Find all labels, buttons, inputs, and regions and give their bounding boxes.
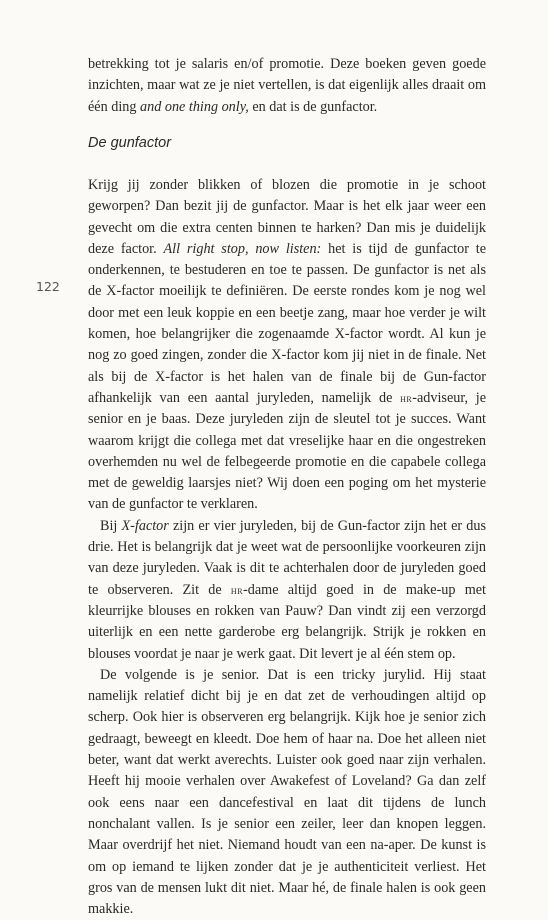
text-run: X-factor [121, 517, 169, 534]
section-body [88, 175, 486, 920]
text-run: and one thing only, [140, 98, 249, 115]
text-run: hr [400, 390, 413, 405]
text-run: zijn er vier juryleden, bij de Gun-factor zijn het er dus drie. Het is belangrijk dat je weet wat de persoonlijke voorkeuren zijn van deze juryleden. Vaak is dit te achterhalen door de juryleden goed te observeren. Zit de [88, 517, 486, 598]
paragraph-3 [88, 665, 486, 920]
page-number: 122 [36, 279, 60, 294]
text-run: -adviseur, je senior en je baas. Deze juryleden zijn de sleutel tot je succes. Want waarom krijgt die collega met dat vreselijke haar en die ongestreken overhemden nu wel de felbegeerde promotie en die capabele collega met de geweldig laarsjes niet? Wij doen een poging om het mysterie van de gunfactor te verklaren. [88, 389, 487, 513]
text-run: het is tijd de gunfactor te onderkennen, te bestuderen en toe te passen. De gunfactor is net als de X-factor moeilijk te definiëren. De eerste rondes kom je nog wel door met een leuk koppie en een beetje zang, maar hoe verder je wilt komen, hoe belangrijker die zogenaamde X-factor wordt. Al kun je nog zo goed zingen, zonder die X-factor kom jij niet in de finale. Net als bij de X-factor is het halen van de finale bij de Gun-factor afhankelijk van een aantal juryleden, namelijk de [88, 240, 487, 406]
text-run: Krijg jij zonder blikken of blozen die promotie in je schoot geworpen? Dan bezit jij de gunfactor. Maar is het elk jaar weer een gevecht om die extra centen binnen te harken? Dan mis je duidelijk deze factor. [88, 177, 486, 257]
text-run: betrekking tot je salaris en/of promotie. Deze boeken geven goede inzichten, maar wat ze je niet vertellen, is dat eigenlijk alles draait om één ding [88, 56, 486, 115]
paragraph-1 [88, 175, 486, 516]
paragraph [88, 54, 486, 118]
section-heading: De gunfactor [88, 135, 172, 151]
text-run: hr [230, 582, 244, 597]
text-run: All right stop, now listen: [163, 240, 322, 257]
text-run: -dame altijd goed in de make-up met kleurrijke blouses en rokken van Pauw? Dan vindt zij een verzorgd uiterlijk en een nette garderobe erg belangrijk. Strijk je rokken en blouses voordat je naar je werk gaat. Dit levert je al één stem op. [88, 581, 486, 662]
paragraph-2 [88, 516, 486, 665]
intro-paragraph [88, 54, 486, 118]
text-run: De volgende is je senior. Dat is een tricky jurylid. Hij staat namelijk relatief dicht bij je en dat zet de verhoudingen altijd op scherp. Ook hier is observeren erg belangrijk. Kijk hoe je senior zich gedraagt, beweegt en kleedt. Doe hem of haar na. Doe het alleen niet beter, want dat werkt averechts. Luister ook goed naar zijn verhalen. Heeft hij mooie verhalen over Awakefest of Loveland? Ga dan zelf ook eens naar een dancefestival en laat dit tijdens de lunch nonchalant vallen. Is je senior een zeiler, leer dan knopen leggen. Maar overdrijf het niet. Niemand houdt van een na-aper. De kunst is om op iemand te lijken zonder dat je je authenticiteit verliest. Het gros van de mensen lukt dit niet. Maar hé, de finale halen is ook geen makkie. [88, 666, 486, 918]
text-run: Bij [100, 517, 122, 534]
text-run: en dat is de gunfactor. [248, 98, 378, 115]
